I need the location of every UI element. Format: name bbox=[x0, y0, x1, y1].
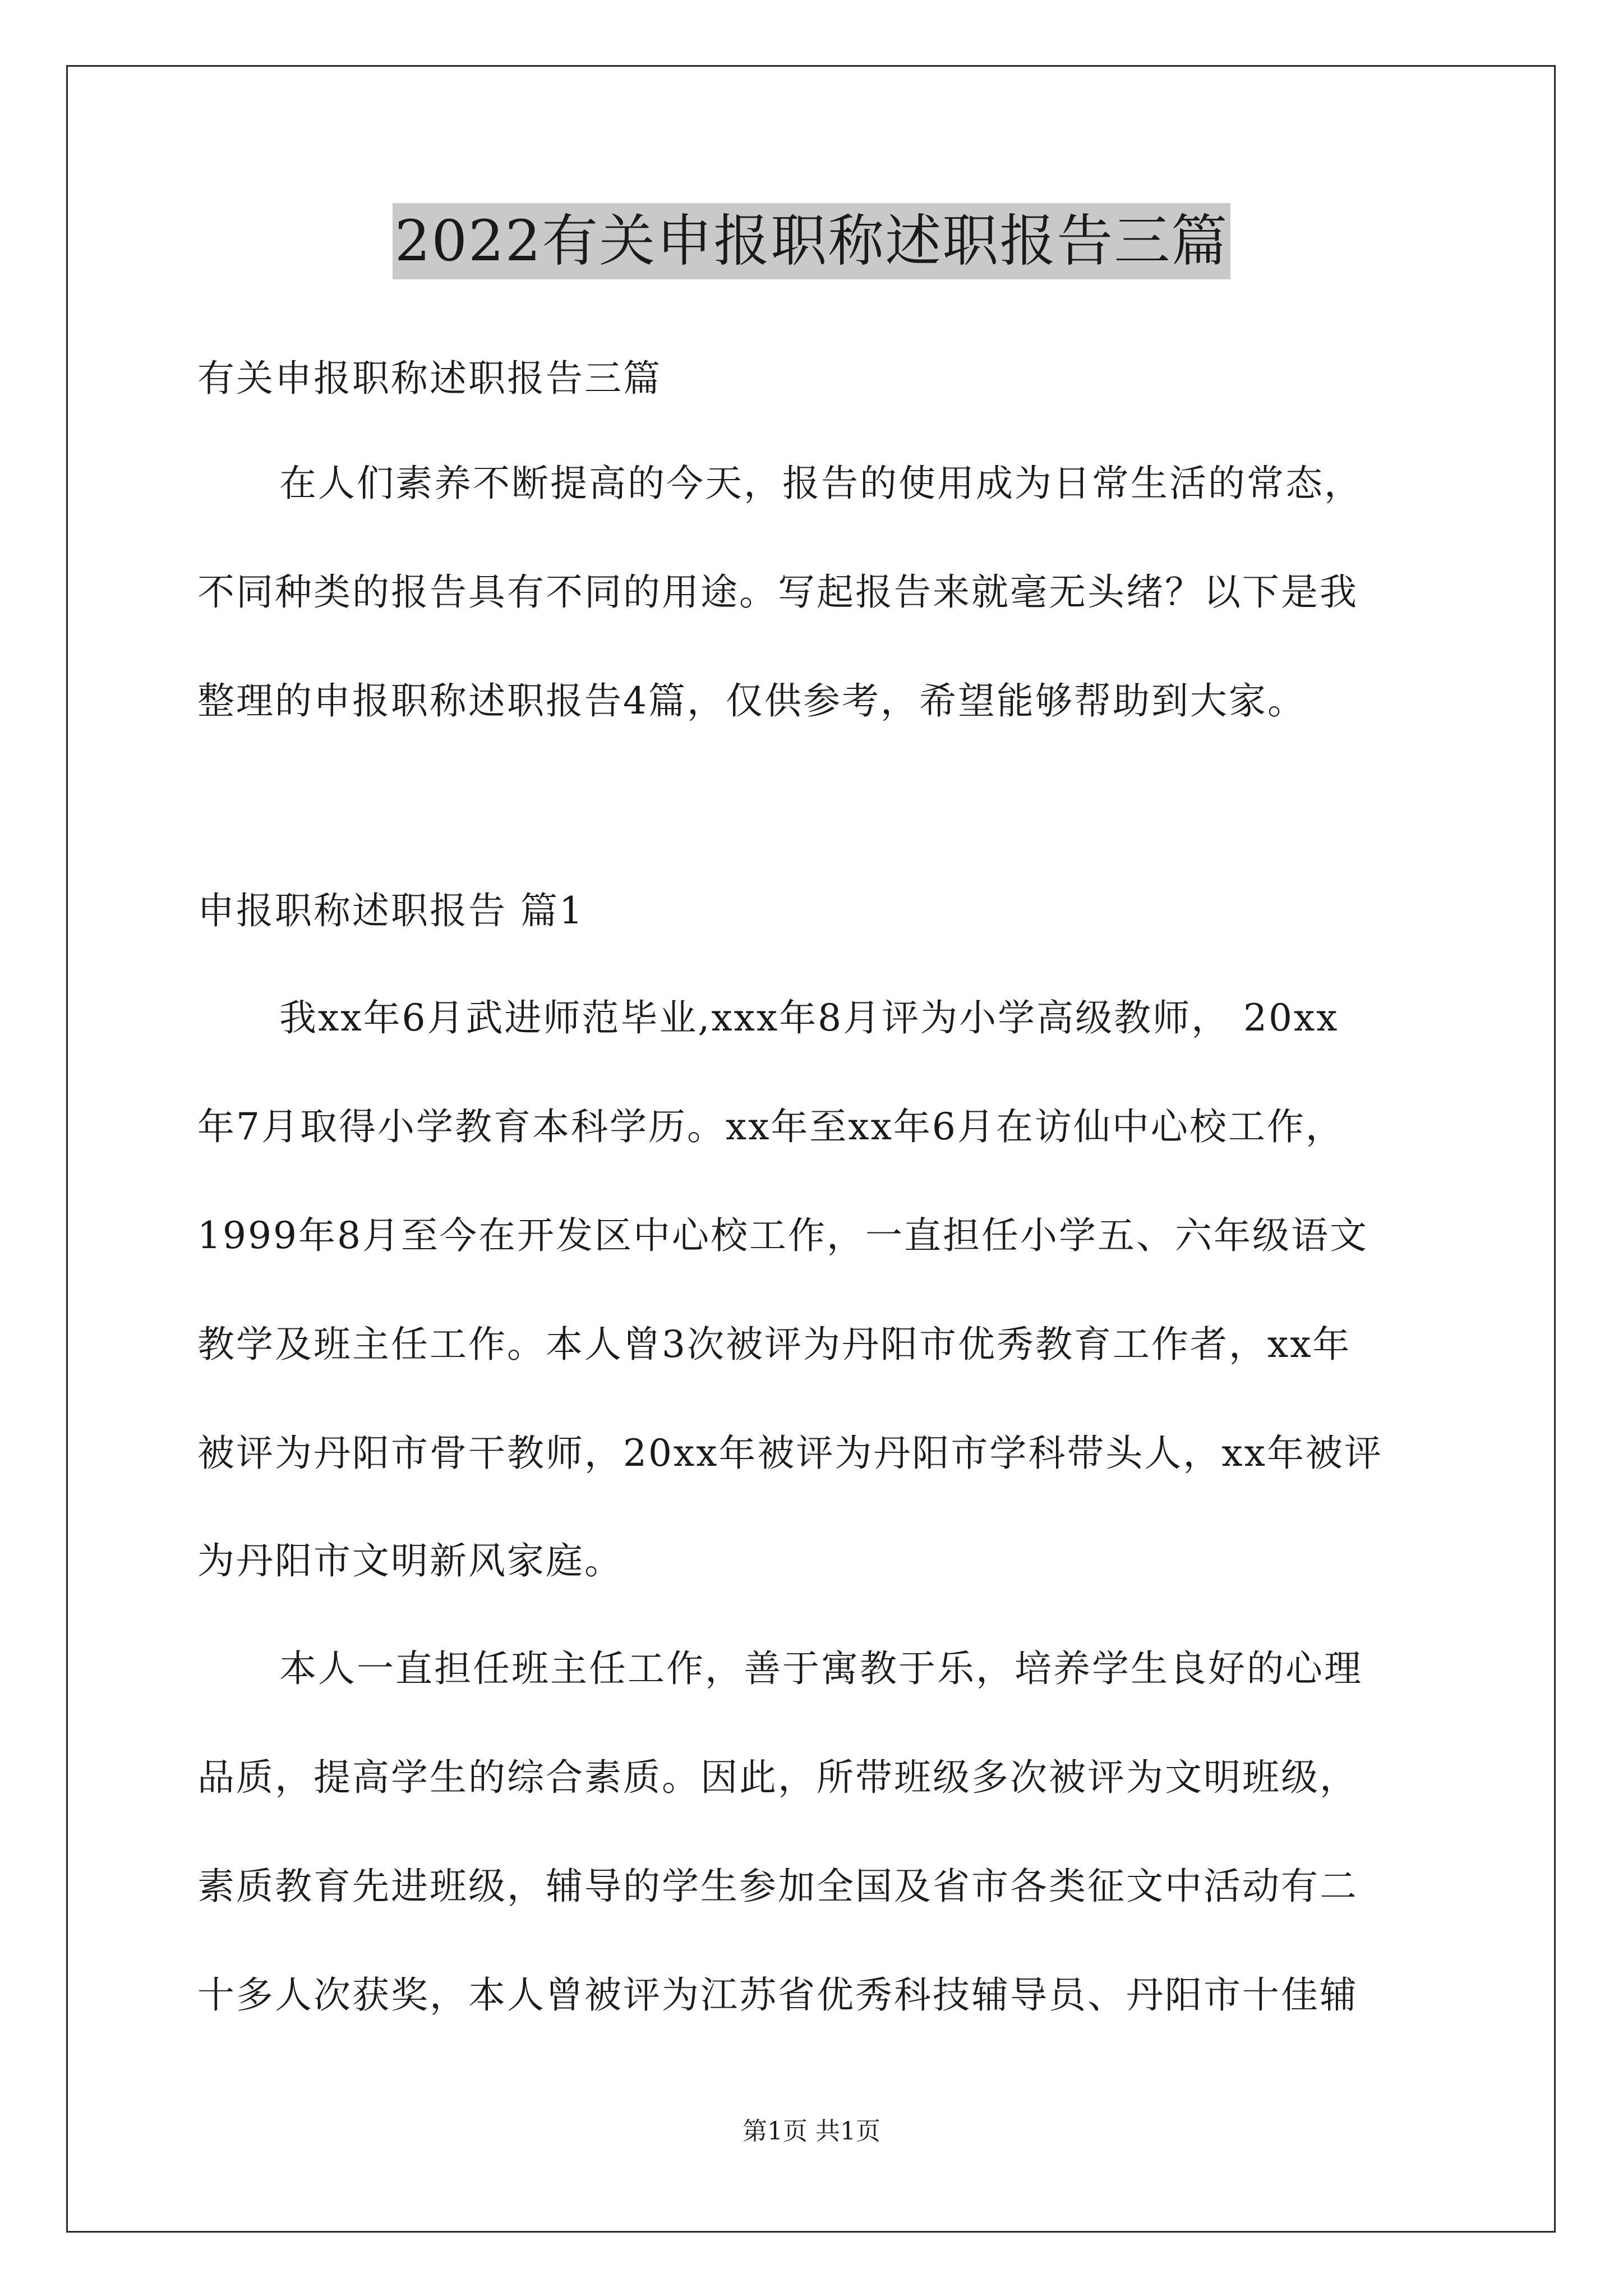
paragraph-line: 1999年8月至今在开发区中心校工作，一直担任小学五、六年级语文 bbox=[197, 1214, 1368, 1257]
paragraph-line: 为丹阳市文明新风家庭。 bbox=[197, 1539, 623, 1582]
paragraph-line: 在人们素养不断提高的今天，报告的使用成为日常生活的常态， bbox=[279, 462, 1363, 505]
section-heading: 申报职称述职报告 篇1 bbox=[197, 889, 584, 932]
paragraph-line: 被评为丹阳市骨干教师，20xx年被评为丹阳市学科带头人，xx年被评 bbox=[197, 1432, 1383, 1475]
paragraph-line: 品质，提高学生的综合素质。因此，所带班级多次被评为文明班级， bbox=[197, 1756, 1358, 1799]
title-container bbox=[0, 203, 1623, 279]
paragraph-line: 年7月取得小学教育本科学历。xx年至xx年6月在访仙中心校工作， bbox=[197, 1105, 1344, 1148]
page-footer: 第1页 共1页 bbox=[743, 2117, 880, 2146]
paragraph-line: 素质教育先进班级，辅导的学生参加全国及省市各类征文中活动有二 bbox=[197, 1865, 1358, 1908]
paragraph-line: 本人一直担任班主任工作，善于寓教于乐，培养学生良好的心理 bbox=[279, 1647, 1363, 1690]
paragraph-line: 十多人次获奖，本人曾被评为江苏省优秀科技辅导员、丹阳市十佳辅 bbox=[197, 1973, 1358, 2017]
document-title: 2022有关申报职称述职报告三篇 bbox=[393, 203, 1231, 279]
paragraph-line: 不同种类的报告具有不同的用途。写起报告来就毫无头绪？以下是我 bbox=[197, 570, 1358, 614]
paragraph-line: 教学及班主任工作。本人曾3次被评为丹阳市优秀教育工作者，xx年 bbox=[197, 1323, 1352, 1366]
subtitle-line: 有关申报职称述职报告三篇 bbox=[197, 357, 662, 400]
paragraph-line: 整理的申报职称述职报告4篇，仅供参考，希望能够帮助到大家。 bbox=[197, 679, 1306, 723]
paragraph-line: 我xx年6月武进师范毕业,xxx年8月评为小学高级教师， 20xx bbox=[279, 996, 1339, 1039]
